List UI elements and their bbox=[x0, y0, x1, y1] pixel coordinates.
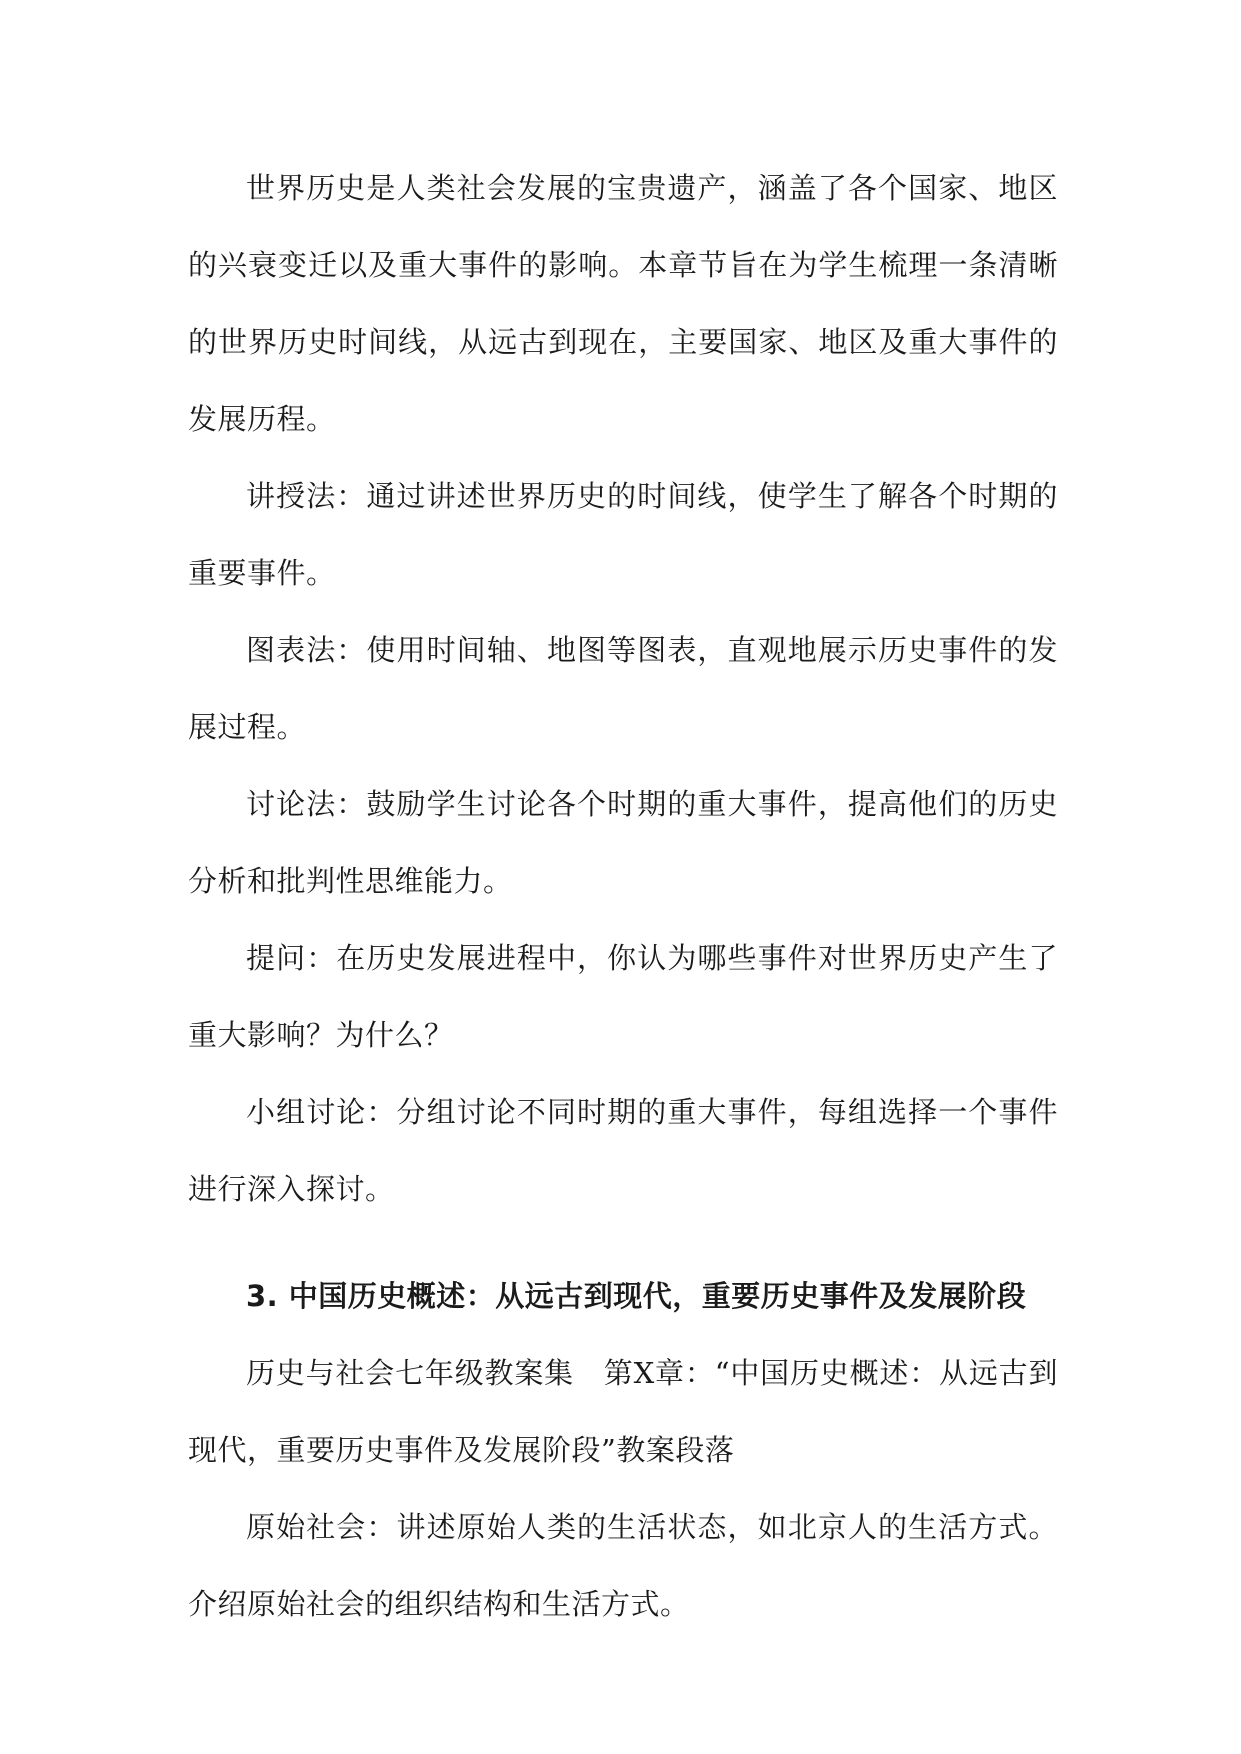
lecture-method-paragraph: 讲授法：通过讲述世界历史的时间线，使学生了解各个时期的重要事件。 bbox=[188, 479, 1058, 590]
chart-method-paragraph: 图表法：使用时间轴、地图等图表，直观地展示历史事件的发展过程。 bbox=[188, 633, 1058, 744]
primitive-society-paragraph: 原始社会：讲述原始人类的生活状态，如北京人的生活方式。介绍原始社会的组织结构和生活方式。 bbox=[188, 1510, 1058, 1621]
question-paragraph: 提问：在历史发展进程中，你认为哪些事件对世界历史产生了重大影响？为什么？ bbox=[188, 941, 1058, 1052]
group-discussion-paragraph: 小组讨论：分组讨论不同时期的重大事件，每组选择一个事件进行深入探讨。 bbox=[188, 1095, 1058, 1206]
section-heading: 3. 中国历史概述：从远古到现代，重要历史事件及发展阶段 bbox=[246, 1279, 1027, 1313]
intro-paragraph: 世界历史是人类社会发展的宝贵遗产，涵盖了各个国家、地区的兴衰变迁以及重大事件的影响。本章节旨在为学生梳理一条清晰的世界历史时间线，从远古到现在，主要国家、地区及重大事件的发展历程。 bbox=[188, 171, 1058, 436]
lesson-plan-title-paragraph: 历史与社会七年级教案集 第X章：“中国历史概述：从远古到现代，重要历史事件及发展阶段”教案段落 bbox=[188, 1356, 1058, 1467]
discussion-method-paragraph: 讨论法：鼓励学生讨论各个时期的重大事件，提高他们的历史分析和批判性思维能力。 bbox=[188, 787, 1058, 898]
document-page bbox=[188, 150, 1058, 1643]
